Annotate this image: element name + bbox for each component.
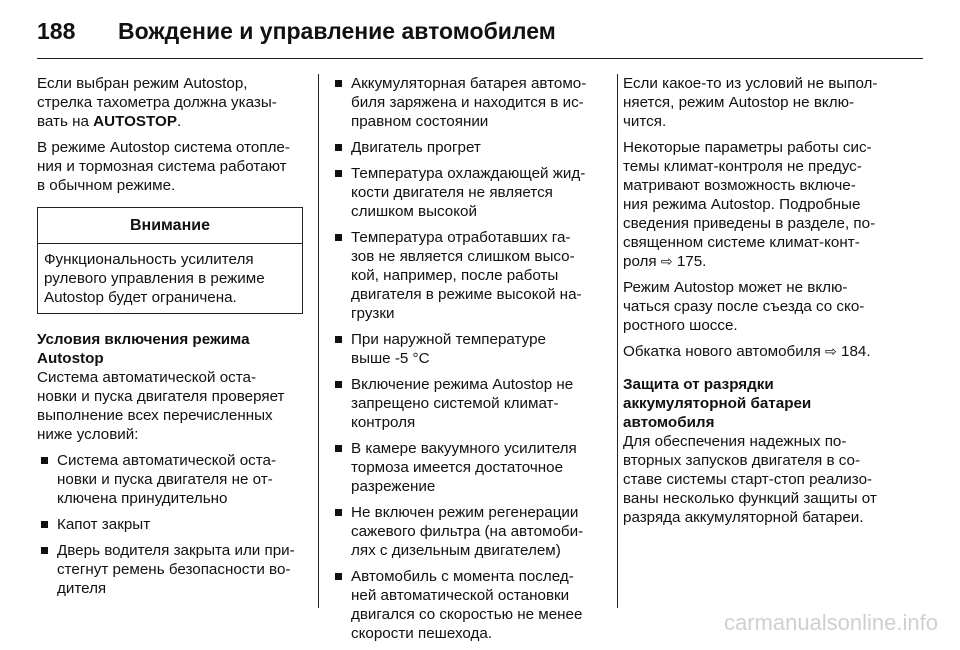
text-line: чится. [623, 113, 667, 130]
text-line: Не включен режим регенерации [351, 504, 579, 521]
list-item [331, 228, 606, 323]
text-line: Капот закрыт [57, 516, 151, 533]
paragraph-battery [623, 432, 905, 527]
text-line [37, 112, 303, 131]
text-line: вторных запусков двигателя в со- [623, 452, 861, 469]
text-line: ключена принудительно [57, 490, 228, 507]
text-line: сведения приведены в разделе, по- [623, 215, 876, 232]
bullet-icon [335, 170, 342, 177]
text-line: новки и пуска двигателя не от- [57, 471, 273, 488]
text-line: новки и пуска двигателя проверяет [37, 388, 285, 405]
text-line: выше -5 °C [351, 350, 430, 367]
text-fragment: . [176, 113, 182, 130]
conditions-list-continued [331, 74, 606, 643]
header-rule [37, 58, 923, 59]
paragraph-autostop-needle [37, 74, 303, 131]
text-fragment: роля [623, 253, 661, 270]
text-line: священном системе климат-конт- [623, 234, 860, 251]
text-line: ваны несколько функций защиты от [623, 490, 877, 507]
text-line: правном состоянии [351, 113, 489, 130]
text-line: Включение режима Autostop не [351, 376, 574, 393]
list-item [37, 451, 303, 508]
text-line: В режиме Autostop система отопле- [37, 139, 290, 156]
text-line: Autostop [37, 350, 104, 367]
bullet-icon [41, 457, 48, 464]
bullet-icon [335, 234, 342, 241]
text-line: в обычном режиме. [37, 177, 176, 194]
list-item [331, 439, 606, 496]
list-item [331, 503, 606, 560]
text-line: ставе системы старт-стоп реализо- [623, 471, 873, 488]
text-line: двигателя в режиме высокой на- [351, 286, 582, 303]
text-line: автомобиля [623, 414, 715, 431]
text-line: скорости пешехода. [351, 625, 493, 642]
text-line: Условия включения режима [37, 331, 250, 348]
paragraph-intro [37, 368, 303, 444]
bullet-icon [335, 573, 342, 580]
bullet-icon [335, 80, 342, 87]
text-line: биля заряжена и находится в ис- [351, 94, 584, 111]
list-item [331, 164, 606, 221]
notice-title: Внимание [38, 208, 302, 244]
bullet-icon [41, 521, 48, 528]
text-line: ния режима Autostop. Подробные [623, 196, 861, 213]
bullet-icon [41, 547, 48, 554]
bullet-icon [335, 336, 342, 343]
page-number: 188 [37, 18, 76, 44]
text-line: ниже условий: [37, 426, 139, 443]
list-item [331, 375, 606, 432]
text-line: Если какое-то из условий не выпол- [623, 75, 878, 92]
text-line: выполнение всех перечисленных [37, 407, 273, 424]
text-line: лях с дизельным двигателем) [351, 542, 561, 559]
list-item [331, 138, 606, 157]
text-line: зов не является слишком высо- [351, 248, 575, 265]
text-line: темы климат-контроля не предус- [623, 158, 862, 175]
text-line: Некоторые параметры работы сис- [623, 139, 872, 156]
section-heading [37, 330, 303, 368]
section-heading [623, 375, 905, 432]
text-line: тормоза имеется достаточное [351, 459, 564, 476]
text-line: слишком высокой [351, 203, 477, 220]
bullet-icon [335, 509, 342, 516]
text-line: Если выбран режим Autostop, [37, 75, 248, 92]
text-line: аккумуляторной батареи [623, 395, 812, 412]
text-line: Температура отработавших га- [351, 229, 571, 246]
paragraph-highway [623, 278, 905, 335]
bullet-icon [335, 445, 342, 452]
bullet-icon [335, 381, 342, 388]
text-line: кости двигателя не является [351, 184, 553, 201]
text-line: ней автоматической остановки [351, 587, 570, 604]
text-line: Аккумуляторная батарея автомо- [351, 75, 587, 92]
text-line: чаться сразу после съезда со ско- [623, 298, 865, 315]
watermark: carmanualsonline.info [723, 610, 938, 635]
column-left [37, 74, 303, 605]
text-line: Функциональность усилителя [44, 251, 254, 268]
column-right [623, 74, 905, 534]
page-reference-icon: ⇨ [825, 343, 837, 359]
text-line: кой, например, после работы [351, 267, 559, 284]
text-line: контроля [351, 414, 416, 431]
text-line: ростного шоссе. [623, 317, 738, 334]
bullet-icon [335, 144, 342, 151]
column-divider [617, 74, 618, 608]
text-line: Автомобиль с момента послед- [351, 568, 574, 585]
text-fragment: вать на [37, 113, 94, 130]
text-line: Двигатель прогрет [351, 139, 481, 156]
text-line: Система автоматической оста- [57, 452, 277, 469]
list-item [331, 74, 606, 131]
list-item [331, 567, 606, 643]
text-line: разрежение [351, 478, 436, 495]
text-line: сажевого фильтра (на автомоби- [351, 523, 584, 540]
text-line: ния и тормозная система работают [37, 158, 287, 175]
text-line: Autostop будет ограничена. [44, 289, 237, 306]
paragraph-break-in [623, 342, 905, 361]
page-reference-icon: ⇨ [660, 253, 673, 269]
page-reference[interactable]: 184. [841, 343, 871, 360]
list-item [37, 515, 303, 534]
text-line: двигался со скоростью не менее [351, 606, 583, 623]
text-line: В камере вакуумного усилителя [351, 440, 577, 457]
text-line: стрелка тахометра должна указы- [37, 94, 277, 111]
page-title: Вождение и управление автомобилем [118, 18, 556, 44]
paragraph-heating [37, 138, 303, 195]
column-middle [331, 74, 606, 650]
text-line: Защита от разрядки [623, 376, 774, 393]
page-reference[interactable]: 175. [676, 253, 707, 270]
list-item [331, 330, 606, 368]
text-line: няется, режим Autostop не вклю- [623, 94, 855, 111]
text-line [623, 252, 905, 271]
list-item [37, 541, 303, 598]
text-line: Режим Autostop может не вклю- [623, 279, 848, 296]
text-line: Система автоматической оста- [37, 369, 257, 386]
text-line: матривают возможность включе- [623, 177, 856, 194]
text-line: При наружной температуре [351, 331, 546, 348]
text-line: разряда аккумуляторной батареи. [623, 509, 864, 526]
conditions-list [37, 451, 303, 598]
text-line [623, 342, 905, 361]
notice-body [38, 244, 302, 313]
text-line: стегнут ремень безопасности во- [57, 561, 291, 578]
paragraph-not-met [623, 74, 905, 131]
column-divider [318, 74, 319, 608]
text-line: грузки [351, 305, 395, 322]
text-line: рулевого управления в режиме [44, 270, 265, 287]
text-line: дителя [57, 580, 107, 597]
autostop-label: AUTOSTOP [93, 113, 177, 130]
text-line: Температура охлаждающей жид- [351, 165, 586, 182]
text-line: запрещено системой климат- [351, 395, 559, 412]
notice-box [37, 207, 303, 314]
text-fragment: Обкатка нового автомобиля [623, 343, 826, 360]
text-line: Для обеспечения надежных по- [623, 433, 847, 450]
paragraph-climate [623, 138, 905, 271]
text-line: Дверь водителя закрыта или при- [57, 542, 295, 559]
